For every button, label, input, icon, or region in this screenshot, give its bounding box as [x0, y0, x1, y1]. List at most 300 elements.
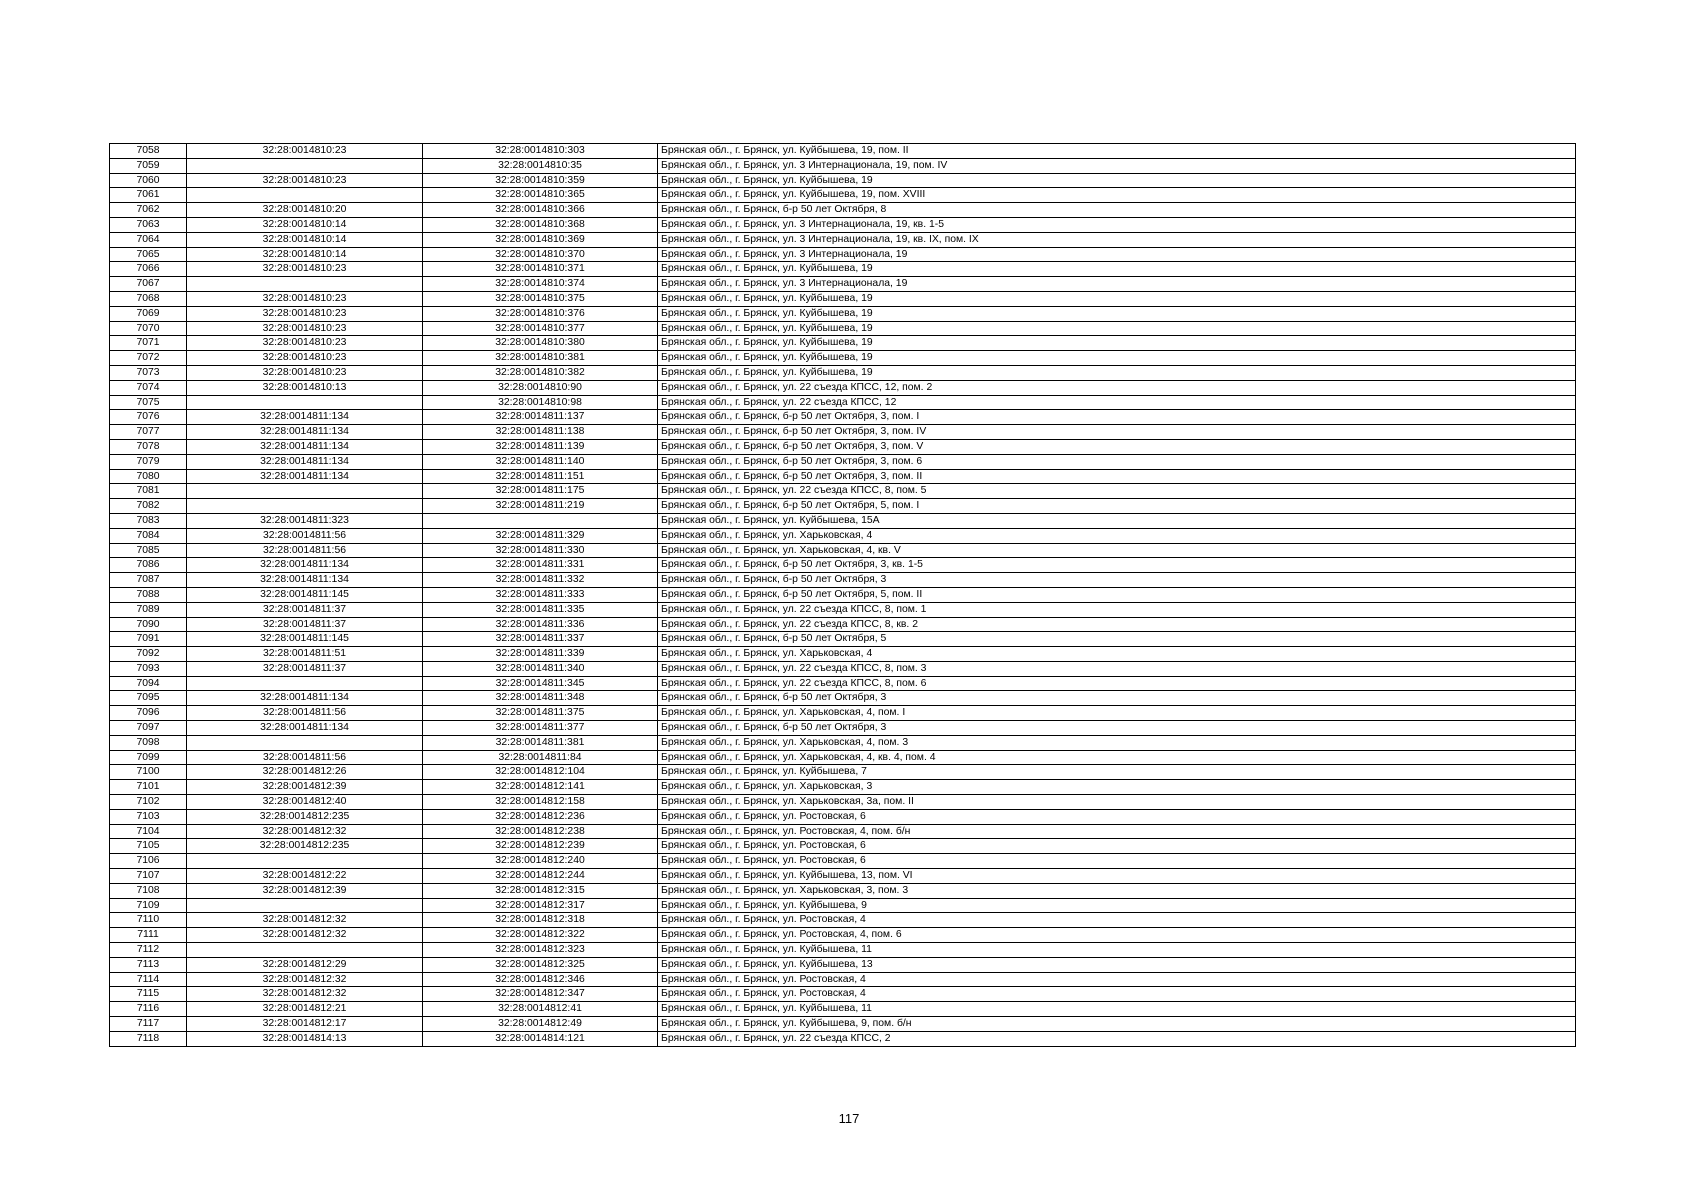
row-number-cell: 7108: [110, 883, 187, 898]
parent-cadastral-number-cell: [187, 499, 423, 514]
parent-cadastral-number-cell: [187, 277, 423, 292]
cadastral-number-cell: 32:28:0014812:141: [423, 780, 658, 795]
table-row: [110, 957, 1576, 972]
parent-cadastral-number-cell: 32:28:0014811:51: [187, 647, 423, 662]
parent-cadastral-number-cell: 32:28:0014812:32: [187, 824, 423, 839]
cadastral-number-cell: 32:28:0014812:236: [423, 809, 658, 824]
row-number-cell: 7058: [110, 144, 187, 159]
parent-cadastral-number-cell: 32:28:0014811:134: [187, 573, 423, 588]
address-cell: Брянская обл., г. Брянск, б-р 50 лет Октября, 3: [658, 691, 1576, 706]
row-number-cell: 7070: [110, 321, 187, 336]
row-number-cell: 7071: [110, 336, 187, 351]
cadastral-number-cell: 32:28:0014812:49: [423, 1017, 658, 1032]
table-row: [110, 661, 1576, 676]
parent-cadastral-number-cell: [187, 395, 423, 410]
cadastral-number-cell: 32:28:0014810:376: [423, 306, 658, 321]
address-cell: Брянская обл., г. Брянск, ул. Куйбышева, 9, пом. б/н: [658, 1017, 1576, 1032]
cadastral-number-cell: 32:28:0014811:332: [423, 573, 658, 588]
cadastral-number-cell: 32:28:0014810:303: [423, 144, 658, 159]
table-row: [110, 1002, 1576, 1017]
table-row: [110, 365, 1576, 380]
parent-cadastral-number-cell: [187, 943, 423, 958]
parent-cadastral-number-cell: 32:28:0014812:39: [187, 780, 423, 795]
row-number-cell: 7097: [110, 721, 187, 736]
table-row: [110, 410, 1576, 425]
address-cell: Брянская обл., г. Брянск, ул. 3 Интернационала, 19: [658, 277, 1576, 292]
row-number-cell: 7094: [110, 676, 187, 691]
parent-cadastral-number-cell: 32:28:0014810:20: [187, 203, 423, 218]
table-row: [110, 706, 1576, 721]
cadastral-number-cell: 32:28:0014810:90: [423, 380, 658, 395]
parent-cadastral-number-cell: 32:28:0014811:134: [187, 425, 423, 440]
cadastral-number-cell: 32:28:0014811:337: [423, 632, 658, 647]
address-cell: Брянская обл., г. Брянск, ул. Куйбышева, 19: [658, 336, 1576, 351]
address-cell: Брянская обл., г. Брянск, б-р 50 лет Октября, 3, кв. 1-5: [658, 558, 1576, 573]
row-number-cell: 7078: [110, 439, 187, 454]
cadastral-number-cell: 32:28:0014811:219: [423, 499, 658, 514]
table-row: [110, 676, 1576, 691]
row-number-cell: 7064: [110, 232, 187, 247]
parent-cadastral-number-cell: 32:28:0014811:134: [187, 691, 423, 706]
cadastral-number-cell: 32:28:0014814:121: [423, 1031, 658, 1046]
address-cell: Брянская обл., г. Брянск, ул. 3 Интернационала, 19, кв. IX, пом. IX: [658, 232, 1576, 247]
cadastral-number-cell: 32:28:0014810:366: [423, 203, 658, 218]
parent-cadastral-number-cell: 32:28:0014812:29: [187, 957, 423, 972]
row-number-cell: 7077: [110, 425, 187, 440]
cadastral-number-cell: 32:28:0014810:381: [423, 351, 658, 366]
address-cell: Брянская обл., г. Брянск, ул. Харьковская, 4: [658, 647, 1576, 662]
row-number-cell: 7104: [110, 824, 187, 839]
cadastral-number-cell: 32:28:0014811:340: [423, 661, 658, 676]
row-number-cell: 7063: [110, 217, 187, 232]
address-cell: Брянская обл., г. Брянск, ул. Ростовская, 4: [658, 913, 1576, 928]
row-number-cell: 7115: [110, 987, 187, 1002]
row-number-cell: 7103: [110, 809, 187, 824]
cadastral-number-cell: 32:28:0014812:238: [423, 824, 658, 839]
table-row: [110, 321, 1576, 336]
table-row: [110, 691, 1576, 706]
table-row: [110, 987, 1576, 1002]
cadastral-number-cell: 32:28:0014811:84: [423, 750, 658, 765]
parent-cadastral-number-cell: 32:28:0014810:23: [187, 144, 423, 159]
table-row: [110, 158, 1576, 173]
row-number-cell: 7083: [110, 513, 187, 528]
address-cell: Брянская обл., г. Брянск, ул. Куйбышева, 13, пом. VI: [658, 869, 1576, 884]
address-cell: Брянская обл., г. Брянск, ул. Куйбышева, 19, пом. II: [658, 144, 1576, 159]
address-cell: Брянская обл., г. Брянск, б-р 50 лет Октября, 3, пом. IV: [658, 425, 1576, 440]
table-row: [110, 765, 1576, 780]
address-cell: Брянская обл., г. Брянск, ул. Куйбышева, 11: [658, 1002, 1576, 1017]
cadastral-number-cell: 32:28:0014812:239: [423, 839, 658, 854]
cadastral-number-cell: 32:28:0014812:325: [423, 957, 658, 972]
parent-cadastral-number-cell: 32:28:0014811:37: [187, 617, 423, 632]
address-cell: Брянская обл., г. Брянск, б-р 50 лет Октября, 5, пом. II: [658, 587, 1576, 602]
address-cell: Брянская обл., г. Брянск, ул. Куйбышева, 19: [658, 306, 1576, 321]
address-cell: Брянская обл., г. Брянск, ул. 3 Интернационала, 19: [658, 247, 1576, 262]
address-cell: Брянская обл., г. Брянск, ул. 22 съезда КПСС, 2: [658, 1031, 1576, 1046]
parent-cadastral-number-cell: 32:28:0014812:32: [187, 928, 423, 943]
row-number-cell: 7111: [110, 928, 187, 943]
cadastral-number-cell: 32:28:0014810:380: [423, 336, 658, 351]
address-cell: Брянская обл., г. Брянск, ул. Харьковская, 4, кв. 4, пом. 4: [658, 750, 1576, 765]
cadastral-number-cell: 32:28:0014810:374: [423, 277, 658, 292]
row-number-cell: 7060: [110, 173, 187, 188]
parent-cadastral-number-cell: 32:28:0014811:323: [187, 513, 423, 528]
parent-cadastral-number-cell: 32:28:0014811:134: [187, 439, 423, 454]
address-cell: Брянская обл., г. Брянск, б-р 50 лет Октября, 3, пом. 6: [658, 454, 1576, 469]
cadastral-number-cell: 32:28:0014812:240: [423, 854, 658, 869]
cadastral-number-cell: 32:28:0014810:382: [423, 365, 658, 380]
parent-cadastral-number-cell: 32:28:0014811:145: [187, 587, 423, 602]
row-number-cell: 7098: [110, 735, 187, 750]
address-cell: Брянская обл., г. Брянск, ул. 22 съезда КПСС, 8, пом. 3: [658, 661, 1576, 676]
parent-cadastral-number-cell: [187, 676, 423, 691]
table-row: [110, 1031, 1576, 1046]
address-cell: Брянская обл., г. Брянск, ул. Ростовская, 4, пом. 6: [658, 928, 1576, 943]
row-number-cell: 7088: [110, 587, 187, 602]
parent-cadastral-number-cell: 32:28:0014811:56: [187, 528, 423, 543]
cadastral-number-cell: 32:28:0014812:318: [423, 913, 658, 928]
table-row: [110, 543, 1576, 558]
cadastral-number-cell: 32:28:0014810:369: [423, 232, 658, 247]
address-cell: Брянская обл., г. Брянск, ул. Ростовская, 6: [658, 809, 1576, 824]
address-cell: Брянская обл., г. Брянск, б-р 50 лет Октября, 3: [658, 573, 1576, 588]
parent-cadastral-number-cell: 32:28:0014810:23: [187, 173, 423, 188]
address-cell: Брянская обл., г. Брянск, б-р 50 лет Октября, 5, пом. I: [658, 499, 1576, 514]
parent-cadastral-number-cell: 32:28:0014810:23: [187, 321, 423, 336]
cadastral-number-cell: 32:28:0014811:140: [423, 454, 658, 469]
parent-cadastral-number-cell: 32:28:0014812:21: [187, 1002, 423, 1017]
table-row: [110, 587, 1576, 602]
row-number-cell: 7085: [110, 543, 187, 558]
parent-cadastral-number-cell: 32:28:0014812:235: [187, 809, 423, 824]
parent-cadastral-number-cell: 32:28:0014812:26: [187, 765, 423, 780]
address-cell: Брянская обл., г. Брянск, б-р 50 лет Октября, 3, пом. V: [658, 439, 1576, 454]
row-number-cell: 7101: [110, 780, 187, 795]
address-cell: Брянская обл., г. Брянск, б-р 50 лет Октября, 3, пом. I: [658, 410, 1576, 425]
parent-cadastral-number-cell: 32:28:0014812:17: [187, 1017, 423, 1032]
cadastral-number-cell: 32:28:0014811:375: [423, 706, 658, 721]
registry-table: [109, 143, 1576, 1047]
address-cell: Брянская обл., г. Брянск, ул. Харьковская, 4, пом. I: [658, 706, 1576, 721]
table-row: [110, 647, 1576, 662]
address-cell: Брянская обл., г. Брянск, ул. Харьковская, 4: [658, 528, 1576, 543]
parent-cadastral-number-cell: 32:28:0014812:32: [187, 913, 423, 928]
address-cell: Брянская обл., г. Брянск, ул. 22 съезда КПСС, 8, кв. 2: [658, 617, 1576, 632]
row-number-cell: 7068: [110, 291, 187, 306]
address-cell: Брянская обл., г. Брянск, ул. 22 съезда КПСС, 12: [658, 395, 1576, 410]
table-row: [110, 972, 1576, 987]
parent-cadastral-number-cell: 32:28:0014812:32: [187, 972, 423, 987]
address-cell: Брянская обл., г. Брянск, ул. Харьковская, 4, кв. V: [658, 543, 1576, 558]
registry-table-body: [110, 144, 1576, 1047]
address-cell: Брянская обл., г. Брянск, ул. 22 съезда КПСС, 12, пом. 2: [658, 380, 1576, 395]
cadastral-number-cell: 32:28:0014811:331: [423, 558, 658, 573]
row-number-cell: 7072: [110, 351, 187, 366]
cadastral-number-cell: 32:28:0014812:322: [423, 928, 658, 943]
parent-cadastral-number-cell: 32:28:0014811:134: [187, 558, 423, 573]
address-cell: Брянская обл., г. Брянск, ул. Куйбышева, 19: [658, 365, 1576, 380]
address-cell: Брянская обл., г. Брянск, ул. 3 Интернационала, 19, кв. 1-5: [658, 217, 1576, 232]
row-number-cell: 7067: [110, 277, 187, 292]
table-row: [110, 277, 1576, 292]
table-row: [110, 1017, 1576, 1032]
address-cell: Брянская обл., г. Брянск, ул. Харьковская, 3: [658, 780, 1576, 795]
row-number-cell: 7102: [110, 795, 187, 810]
parent-cadastral-number-cell: 32:28:0014812:235: [187, 839, 423, 854]
cadastral-number-cell: 32:28:0014812:244: [423, 869, 658, 884]
row-number-cell: 7090: [110, 617, 187, 632]
address-cell: Брянская обл., г. Брянск, б-р 50 лет Октября, 3: [658, 721, 1576, 736]
address-cell: Брянская обл., г. Брянск, ул. Ростовская, 4: [658, 987, 1576, 1002]
table-row: [110, 291, 1576, 306]
parent-cadastral-number-cell: 32:28:0014810:14: [187, 247, 423, 262]
parent-cadastral-number-cell: 32:28:0014811:56: [187, 543, 423, 558]
cadastral-number-cell: 32:28:0014812:315: [423, 883, 658, 898]
parent-cadastral-number-cell: 32:28:0014812:40: [187, 795, 423, 810]
address-cell: Брянская обл., г. Брянск, ул. Куйбышева, 15А: [658, 513, 1576, 528]
row-number-cell: 7084: [110, 528, 187, 543]
address-cell: Брянская обл., г. Брянск, ул. 22 съезда КПСС, 8, пом. 1: [658, 602, 1576, 617]
address-cell: Брянская обл., г. Брянск, ул. 22 съезда КПСС, 8, пом. 6: [658, 676, 1576, 691]
table-row: [110, 217, 1576, 232]
address-cell: Брянская обл., г. Брянск, ул. Харьковская, 4, пом. 3: [658, 735, 1576, 750]
parent-cadastral-number-cell: 32:28:0014810:13: [187, 380, 423, 395]
row-number-cell: 7099: [110, 750, 187, 765]
parent-cadastral-number-cell: 32:28:0014812:22: [187, 869, 423, 884]
table-row: [110, 380, 1576, 395]
parent-cadastral-number-cell: 32:28:0014810:23: [187, 336, 423, 351]
cadastral-number-cell: 32:28:0014810:368: [423, 217, 658, 232]
parent-cadastral-number-cell: [187, 188, 423, 203]
address-cell: Брянская обл., г. Брянск, ул. Куйбышева, 11: [658, 943, 1576, 958]
row-number-cell: 7096: [110, 706, 187, 721]
parent-cadastral-number-cell: 32:28:0014810:23: [187, 351, 423, 366]
parent-cadastral-number-cell: 32:28:0014811:134: [187, 454, 423, 469]
row-number-cell: 7109: [110, 898, 187, 913]
table-row: [110, 632, 1576, 647]
row-number-cell: 7079: [110, 454, 187, 469]
table-row: [110, 499, 1576, 514]
parent-cadastral-number-cell: 32:28:0014810:23: [187, 306, 423, 321]
parent-cadastral-number-cell: 32:28:0014811:37: [187, 661, 423, 676]
row-number-cell: 7110: [110, 913, 187, 928]
cadastral-number-cell: 32:28:0014812:317: [423, 898, 658, 913]
table-row: [110, 869, 1576, 884]
parent-cadastral-number-cell: 32:28:0014811:56: [187, 750, 423, 765]
row-number-cell: 7065: [110, 247, 187, 262]
table-row: [110, 203, 1576, 218]
row-number-cell: 7080: [110, 469, 187, 484]
cadastral-number-cell: 32:28:0014811:339: [423, 647, 658, 662]
parent-cadastral-number-cell: 32:28:0014811:134: [187, 721, 423, 736]
table-row: [110, 928, 1576, 943]
parent-cadastral-number-cell: 32:28:0014810:14: [187, 217, 423, 232]
table-row: [110, 854, 1576, 869]
row-number-cell: 7092: [110, 647, 187, 662]
row-number-cell: 7116: [110, 1002, 187, 1017]
row-number-cell: 7066: [110, 262, 187, 277]
cadastral-number-cell: 32:28:0014811:345: [423, 676, 658, 691]
row-number-cell: 7105: [110, 839, 187, 854]
table-row: [110, 883, 1576, 898]
table-row: [110, 247, 1576, 262]
cadastral-number-cell: 32:28:0014810:98: [423, 395, 658, 410]
row-number-cell: 7106: [110, 854, 187, 869]
cadastral-number-cell: 32:28:0014811:381: [423, 735, 658, 750]
cadastral-number-cell: 32:28:0014810:375: [423, 291, 658, 306]
row-number-cell: 7118: [110, 1031, 187, 1046]
row-number-cell: 7075: [110, 395, 187, 410]
cadastral-number-cell: 32:28:0014811:137: [423, 410, 658, 425]
table-row: [110, 395, 1576, 410]
parent-cadastral-number-cell: 32:28:0014811:145: [187, 632, 423, 647]
table-row: [110, 528, 1576, 543]
table-row: [110, 425, 1576, 440]
row-number-cell: 7117: [110, 1017, 187, 1032]
table-row: [110, 484, 1576, 499]
address-cell: Брянская обл., г. Брянск, ул. Куйбышева, 19: [658, 262, 1576, 277]
address-cell: Брянская обл., г. Брянск, ул. Куйбышева, 19: [658, 321, 1576, 336]
row-number-cell: 7112: [110, 943, 187, 958]
table-row: [110, 750, 1576, 765]
cadastral-number-cell: 32:28:0014812:41: [423, 1002, 658, 1017]
row-number-cell: 7087: [110, 573, 187, 588]
row-number-cell: 7100: [110, 765, 187, 780]
row-number-cell: 7074: [110, 380, 187, 395]
row-number-cell: 7076: [110, 410, 187, 425]
cadastral-number-cell: 32:28:0014812:347: [423, 987, 658, 1002]
table-row: [110, 943, 1576, 958]
cadastral-number-cell: 32:28:0014811:336: [423, 617, 658, 632]
parent-cadastral-number-cell: [187, 854, 423, 869]
cadastral-number-cell: 32:28:0014811:377: [423, 721, 658, 736]
parent-cadastral-number-cell: 32:28:0014810:23: [187, 262, 423, 277]
cadastral-number-cell: 32:28:0014811:329: [423, 528, 658, 543]
row-number-cell: 7062: [110, 203, 187, 218]
table-row: [110, 513, 1576, 528]
table-row: [110, 306, 1576, 321]
row-number-cell: 7061: [110, 188, 187, 203]
parent-cadastral-number-cell: 32:28:0014810:23: [187, 291, 423, 306]
cadastral-number-cell: 32:28:0014810:370: [423, 247, 658, 262]
cadastral-number-cell: 32:28:0014811:151: [423, 469, 658, 484]
row-number-cell: 7069: [110, 306, 187, 321]
table-row: [110, 336, 1576, 351]
table-row: [110, 913, 1576, 928]
parent-cadastral-number-cell: [187, 735, 423, 750]
address-cell: Брянская обл., г. Брянск, ул. Харьковская, 3а, пом. II: [658, 795, 1576, 810]
cadastral-number-cell: 32:28:0014811:139: [423, 439, 658, 454]
table-row: [110, 839, 1576, 854]
parent-cadastral-number-cell: 32:28:0014812:32: [187, 987, 423, 1002]
cadastral-number-cell: 32:28:0014812:158: [423, 795, 658, 810]
table-row: [110, 439, 1576, 454]
parent-cadastral-number-cell: 32:28:0014810:14: [187, 232, 423, 247]
address-cell: Брянская обл., г. Брянск, ул. Куйбышева, 19: [658, 173, 1576, 188]
address-cell: Брянская обл., г. Брянск, ул. 22 съезда КПСС, 8, пом. 5: [658, 484, 1576, 499]
table-row: [110, 617, 1576, 632]
address-cell: Брянская обл., г. Брянск, ул. Куйбышева, 7: [658, 765, 1576, 780]
row-number-cell: 7086: [110, 558, 187, 573]
cadastral-number-cell: 32:28:0014810:359: [423, 173, 658, 188]
table-row: [110, 809, 1576, 824]
row-number-cell: 7114: [110, 972, 187, 987]
table-row: [110, 824, 1576, 839]
parent-cadastral-number-cell: 32:28:0014811:37: [187, 602, 423, 617]
address-cell: Брянская обл., г. Брянск, ул. Куйбышева, 13: [658, 957, 1576, 972]
cadastral-number-cell: 32:28:0014812:323: [423, 943, 658, 958]
row-number-cell: 7113: [110, 957, 187, 972]
row-number-cell: 7107: [110, 869, 187, 884]
parent-cadastral-number-cell: 32:28:0014814:13: [187, 1031, 423, 1046]
table-row: [110, 573, 1576, 588]
parent-cadastral-number-cell: [187, 158, 423, 173]
table-row: [110, 232, 1576, 247]
table-row: [110, 262, 1576, 277]
cadastral-number-cell: 32:28:0014811:138: [423, 425, 658, 440]
row-number-cell: 7091: [110, 632, 187, 647]
table-row: [110, 721, 1576, 736]
row-number-cell: 7089: [110, 602, 187, 617]
cadastral-number-cell: [423, 513, 658, 528]
address-cell: Брянская обл., г. Брянск, ул. Куйбышева, 19, пом. XVIII: [658, 188, 1576, 203]
cadastral-number-cell: 32:28:0014810:377: [423, 321, 658, 336]
row-number-cell: 7059: [110, 158, 187, 173]
address-cell: Брянская обл., г. Брянск, ул. Куйбышева, 19: [658, 351, 1576, 366]
table-row: [110, 558, 1576, 573]
parent-cadastral-number-cell: 32:28:0014812:39: [187, 883, 423, 898]
table-row: [110, 188, 1576, 203]
table-row: [110, 173, 1576, 188]
parent-cadastral-number-cell: [187, 898, 423, 913]
cadastral-number-cell: 32:28:0014810:371: [423, 262, 658, 277]
cadastral-number-cell: 32:28:0014811:348: [423, 691, 658, 706]
address-cell: Брянская обл., г. Брянск, ул. Куйбышева, 9: [658, 898, 1576, 913]
address-cell: Брянская обл., г. Брянск, б-р 50 лет Октября, 8: [658, 203, 1576, 218]
row-number-cell: 7095: [110, 691, 187, 706]
table-row: [110, 602, 1576, 617]
address-cell: Брянская обл., г. Брянск, ул. Ростовская, 4, пом. б/н: [658, 824, 1576, 839]
table-row: [110, 144, 1576, 159]
row-number-cell: 7081: [110, 484, 187, 499]
table-row: [110, 795, 1576, 810]
table-row: [110, 454, 1576, 469]
cadastral-number-cell: 32:28:0014812:346: [423, 972, 658, 987]
cadastral-number-cell: 32:28:0014812:104: [423, 765, 658, 780]
table-row: [110, 469, 1576, 484]
address-cell: Брянская обл., г. Брянск, ул. Ростовская, 6: [658, 839, 1576, 854]
row-number-cell: 7082: [110, 499, 187, 514]
parent-cadastral-number-cell: 32:28:0014811:56: [187, 706, 423, 721]
table-row: [110, 898, 1576, 913]
parent-cadastral-number-cell: [187, 484, 423, 499]
table-row: [110, 735, 1576, 750]
parent-cadastral-number-cell: 32:28:0014810:23: [187, 365, 423, 380]
page-number: 117: [838, 1111, 860, 1126]
cadastral-number-cell: 32:28:0014811:175: [423, 484, 658, 499]
cadastral-number-cell: 32:28:0014810:365: [423, 188, 658, 203]
table-row: [110, 351, 1576, 366]
table-row: [110, 780, 1576, 795]
parent-cadastral-number-cell: 32:28:0014811:134: [187, 469, 423, 484]
parent-cadastral-number-cell: 32:28:0014811:134: [187, 410, 423, 425]
cadastral-number-cell: 32:28:0014811:333: [423, 587, 658, 602]
address-cell: Брянская обл., г. Брянск, б-р 50 лет Октября, 3, пом. II: [658, 469, 1576, 484]
cadastral-number-cell: 32:28:0014811:335: [423, 602, 658, 617]
address-cell: Брянская обл., г. Брянск, ул. Харьковская, 3, пом. 3: [658, 883, 1576, 898]
address-cell: Брянская обл., г. Брянск, ул. 3 Интернационала, 19, пом. IV: [658, 158, 1576, 173]
